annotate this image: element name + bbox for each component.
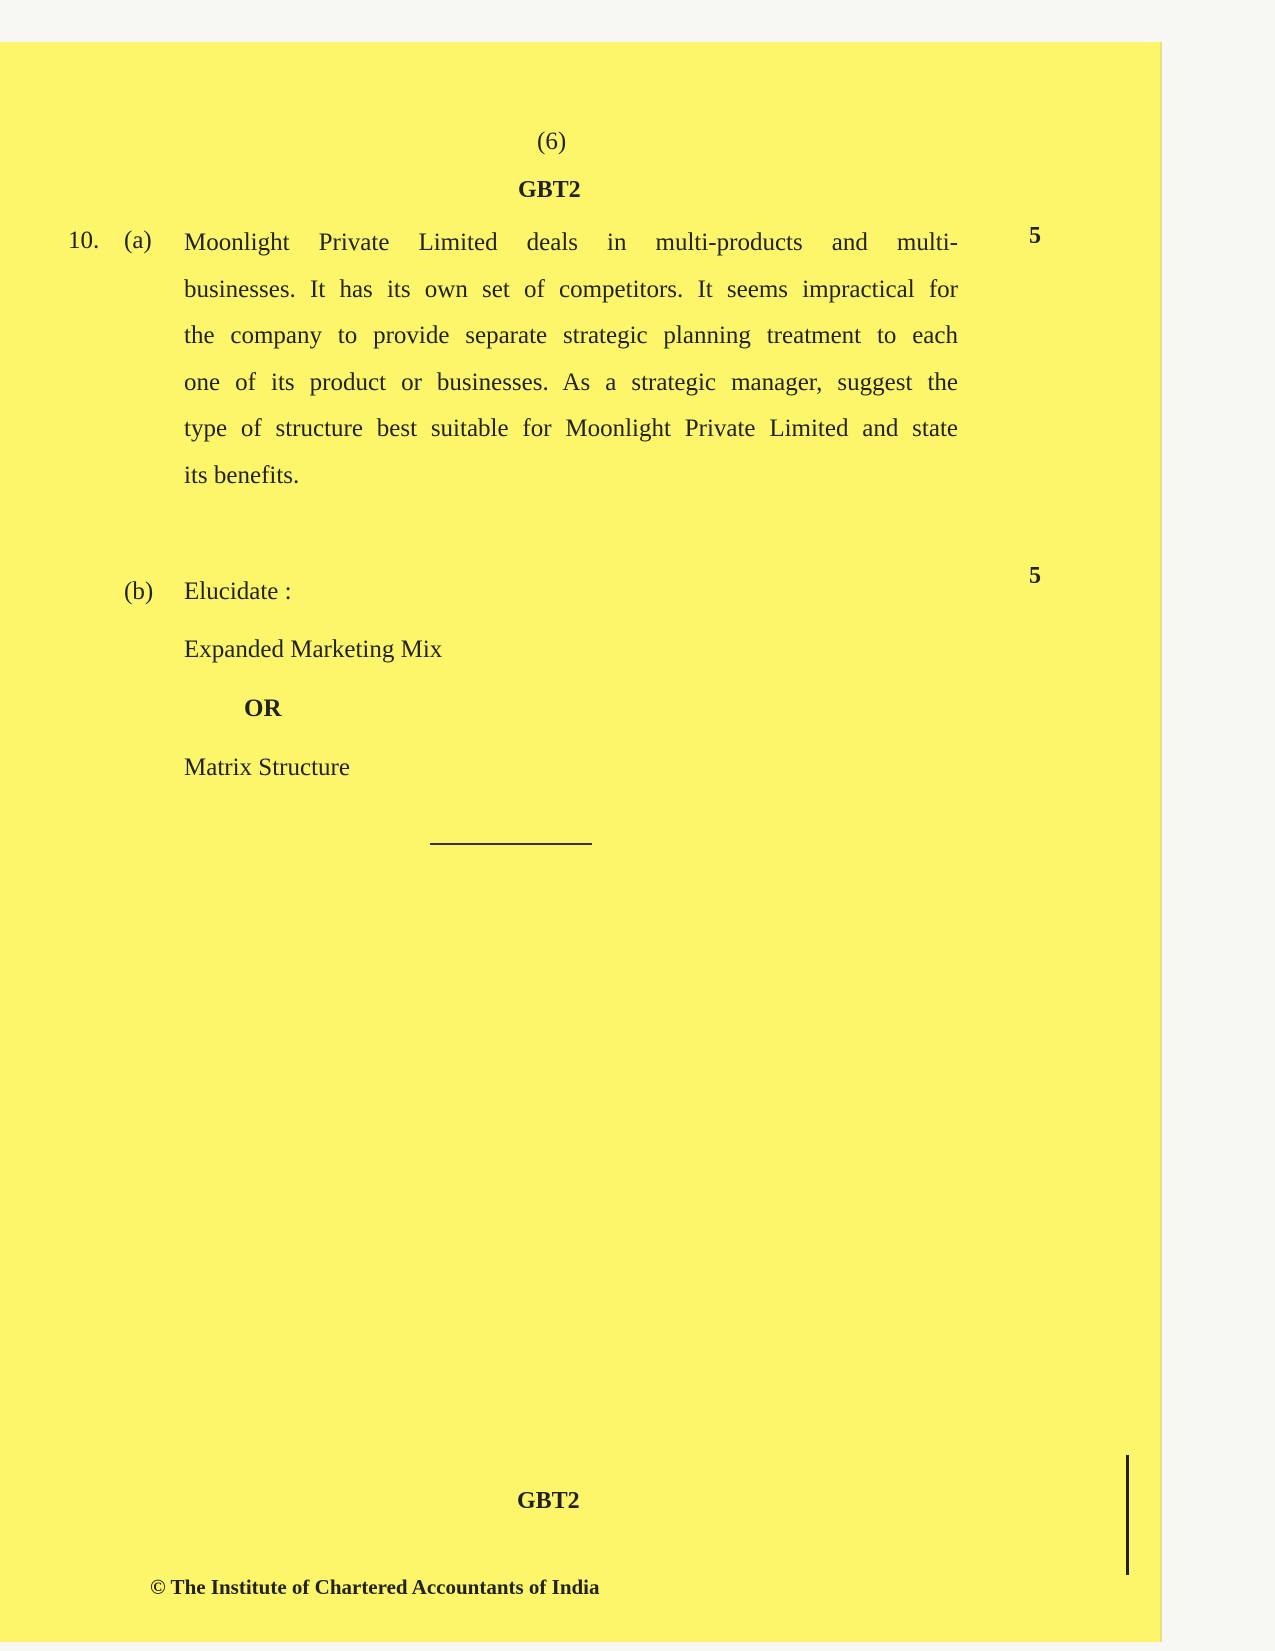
question-number: 10. [68, 227, 100, 254]
part-a-line: its benefits. [184, 461, 300, 489]
part-a-question-text [184, 220, 958, 499]
paper-code-header: GBT2 [518, 177, 581, 203]
part-b-marks: 5 [1029, 563, 1041, 589]
copyright-notice: © The Institute of Chartered Accountants of India [150, 1575, 600, 1599]
scan-edge-mark [1126, 1455, 1129, 1575]
or-separator: OR [244, 695, 282, 722]
part-a-label: (a) [124, 227, 152, 254]
part-a-line: Moonlight Private Limited deals in multi-products and multi- [184, 229, 958, 256]
part-b-prompt: Elucidate : [184, 578, 292, 605]
part-b-label: (b) [124, 578, 154, 605]
part-b-option-1: Expanded Marketing Mix [184, 636, 443, 663]
part-a-line: one of its product or businesses. As a strategic manager, suggest the [184, 368, 958, 396]
part-a-marks: 5 [1029, 223, 1041, 249]
end-of-question-rule [430, 843, 592, 845]
part-b-option-2: Matrix Structure [184, 754, 350, 781]
part-a-line: the company to provide separate strategic planning treatment to each [184, 322, 958, 349]
page-number: (6) [537, 128, 567, 155]
part-a-line: businesses. It has its own set of competitors. It seems impractical for [184, 275, 958, 303]
part-a-line: type of structure best suitable for Moonlight Private Limited and state [184, 415, 958, 442]
paper-code-footer: GBT2 [517, 1488, 580, 1514]
